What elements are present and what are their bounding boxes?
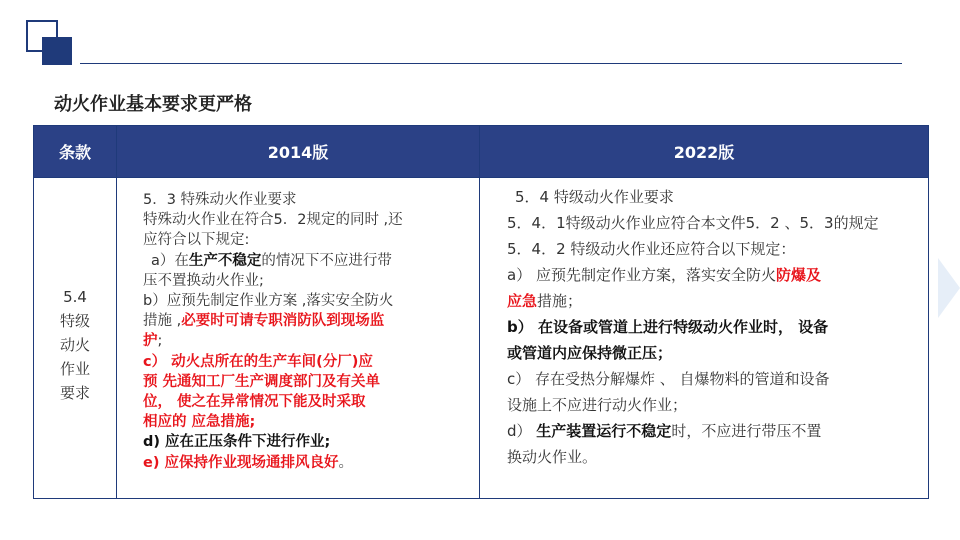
item-c-cont: 相应的 应急措施;	[143, 414, 256, 431]
item-a-highlight: 应急	[507, 292, 538, 310]
item-e-highlight: e) 应保持作业现场通排风良好	[143, 454, 339, 471]
header-divider	[80, 63, 902, 64]
clause-label-line: 动火	[59, 336, 90, 354]
item-b-highlight: 必要时可请专职消防队到现场监	[181, 313, 385, 330]
item-c: c） 动火点所在的生产车间(分厂)应	[143, 353, 373, 370]
item-b-prefix: 措施 ,	[143, 313, 182, 330]
text-line: 5．3 特殊动火作业要求	[143, 192, 297, 208]
table-header-row	[34, 126, 929, 178]
item-c-cont: 设施上不应进行动火作业；	[507, 396, 688, 414]
item-d-suffix: 时，不应进行带压不置	[671, 422, 822, 440]
item-d-emphasis: 生产装置运行不稳定	[536, 422, 672, 440]
cell-2022	[480, 178, 929, 499]
clause-label-line: 作业	[59, 360, 90, 378]
clause-label-line: 特级	[59, 312, 90, 330]
clause-cell	[34, 178, 117, 499]
item-a-suffix: 的情况下不应进行带	[261, 252, 392, 269]
item-a-prefix: a）在	[151, 252, 189, 269]
item-b-cont: 或管道内应保持微正压；	[507, 344, 673, 362]
item-b-end	[143, 331, 475, 351]
item-a-suffix: 措施；	[537, 292, 583, 310]
item-b: b）应预先制定作业方案 ,落实安全防火	[143, 293, 394, 310]
comparison-table	[33, 125, 929, 499]
text-line: 5．4．1特级动火作业应符合本文件5．2 、5．3的规定	[507, 214, 879, 232]
clause-number: 5.4	[63, 288, 87, 306]
header-clause: 条款	[34, 126, 117, 178]
item-c: c） 存在受热分解爆炸 、 自爆物料的管道和设备	[507, 370, 830, 388]
item-d-cont: 换动火作业。	[507, 448, 598, 466]
item-a-emphasis: 生产不稳定	[188, 252, 262, 269]
text-line: 压不置换动火作业;	[143, 272, 264, 289]
decorative-square-filled	[42, 37, 72, 65]
clause-label-line: 要求	[59, 384, 90, 402]
item-d	[507, 418, 926, 444]
item-b-cont	[143, 311, 475, 331]
text-line: 特殊动火作业在符合5．2规定的同时 ,还	[143, 212, 403, 229]
item-d: d) 应在正压条件下进行作业;	[143, 434, 331, 451]
item-e	[143, 453, 475, 473]
page-title: 动火作业基本要求更严格	[54, 94, 252, 115]
next-arrow-decoration	[938, 258, 960, 318]
item-d-prefix: d）	[507, 422, 537, 440]
header-2014: 2014版	[117, 126, 480, 178]
text-line: 应符合以下规定:	[143, 232, 250, 249]
item-b-punct: ;	[157, 333, 163, 350]
text-line: 5．4 特级动火作业要求	[515, 188, 674, 206]
item-a-cont	[507, 288, 926, 314]
item-b-highlight: 护	[143, 333, 158, 350]
header-2022: 2022版	[480, 126, 929, 178]
item-b: b） 在设备或管道上进行特级动火作业时， 设备	[507, 318, 829, 336]
item-a	[507, 262, 926, 288]
cell-2014	[117, 178, 480, 499]
item-a-prefix: a） 应预先制定作业方案，落实安全防火	[507, 266, 776, 284]
item-c-cont: 预 先通知工厂生产调度部门及有关单	[143, 373, 381, 390]
text-line: 5．4．2 特级动火作业还应符合以下规定：	[507, 240, 796, 258]
item-a-highlight: 防爆及	[775, 266, 821, 284]
item-c-cont: 位， 使之在异常情况下能及时采取	[143, 394, 366, 411]
item-a	[143, 251, 475, 271]
item-e-punct: 。	[338, 454, 354, 471]
table-row	[34, 178, 929, 499]
